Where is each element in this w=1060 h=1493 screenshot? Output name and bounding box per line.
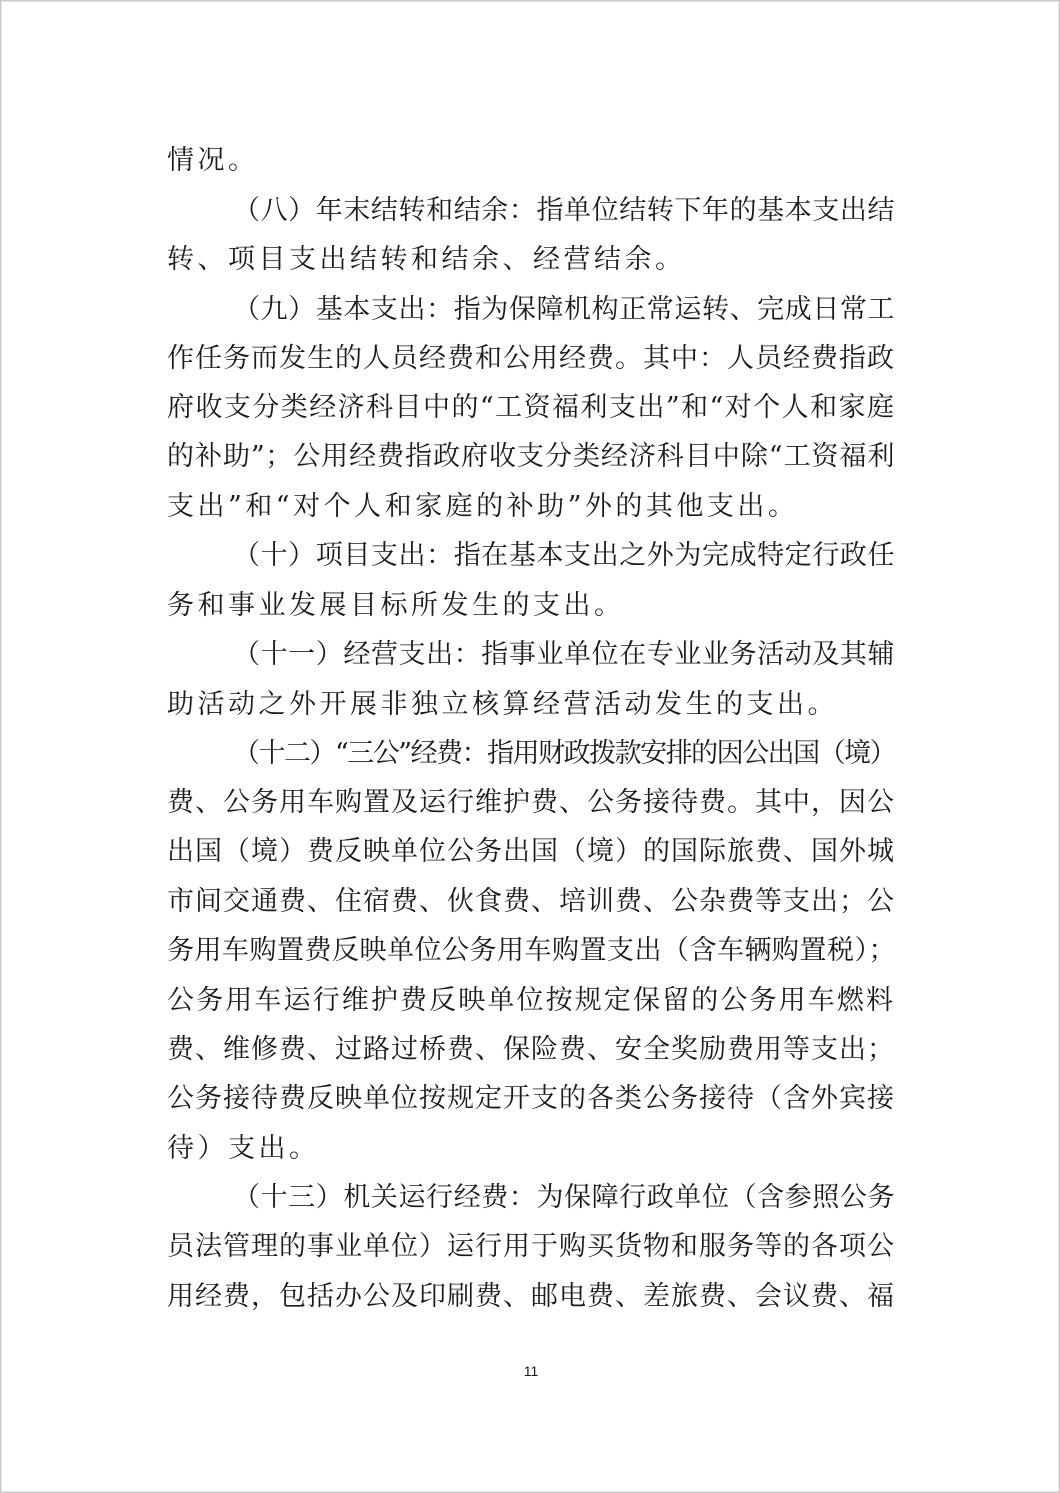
text-line: 费、公务用车购置及运行维护费、公务接待费。其中，因公 [167,787,895,818]
page-number: 11 [523,1363,539,1379]
text-line: 费、维修费、过路过桥费、保险费、安全奖励费用等支出； [167,1034,895,1065]
text-line: 务用车购置费反映单位公务用车购置支出（含车辆购置税）； [167,935,896,966]
text-line: 出国（境）费反映单位公务出国（境）的国际旅费、国外城 [167,836,895,867]
text-line: 助活动之外开展非独立核算经营活动发生的支出。 [167,689,838,720]
text-line: 员法管理的事业单位）运行用于购买货物和服务等的各项公 [167,1231,895,1262]
text-line: 市间交通费、住宿费、伙食费、培训费、公杂费等支出；公 [167,886,895,917]
text-line: 情况。 [167,145,259,176]
text-line: （十二）“三公”经费：指用财政拨款安排的因公出国（境） [233,738,896,769]
text-line: （十三）机关运行经费：为保障行政单位（含参照公务 [233,1182,895,1213]
text-line: 府收支分类经济科目中的“工资福利支出”和“对个人和家庭 [167,392,895,423]
text-line: 的补助”；公用经费指政府收支分类经济科目中除“工资福利 [167,441,895,472]
text-line: （九）基本支出：指为保障机构正常运转、完成日常工 [233,294,895,325]
text-line: （十一）经营支出：指事业单位在专业业务活动及其辅 [233,639,895,670]
text-line: 转、项目支出结转和结余、经营结余。 [167,244,686,275]
text-line: 公务用车运行维护费反映单位按规定保留的公务用车燃料 [167,985,895,1016]
text-line: 待）支出。 [167,1133,320,1164]
text-line: 务和事业发展目标所发生的支出。 [167,590,625,621]
text-line: （八）年末结转和结余：指单位结转下年的基本支出结 [233,195,895,226]
text-line: （十）项目支出：指在基本支出之外为完成特定行政任 [233,540,895,571]
text-line: 公务接待费反映单位按规定开支的各类公务接待（含外宾接 [167,1083,895,1114]
text-line: 支出”和“对个人和家庭的补助”外的其他支出。 [167,491,799,522]
text-line: 作任务而发生的人员经费和公用经费。其中：人员经费指政 [167,343,895,374]
text-line: 用经费，包括办公及印刷费、邮电费、差旅费、会议费、福 [167,1281,895,1312]
